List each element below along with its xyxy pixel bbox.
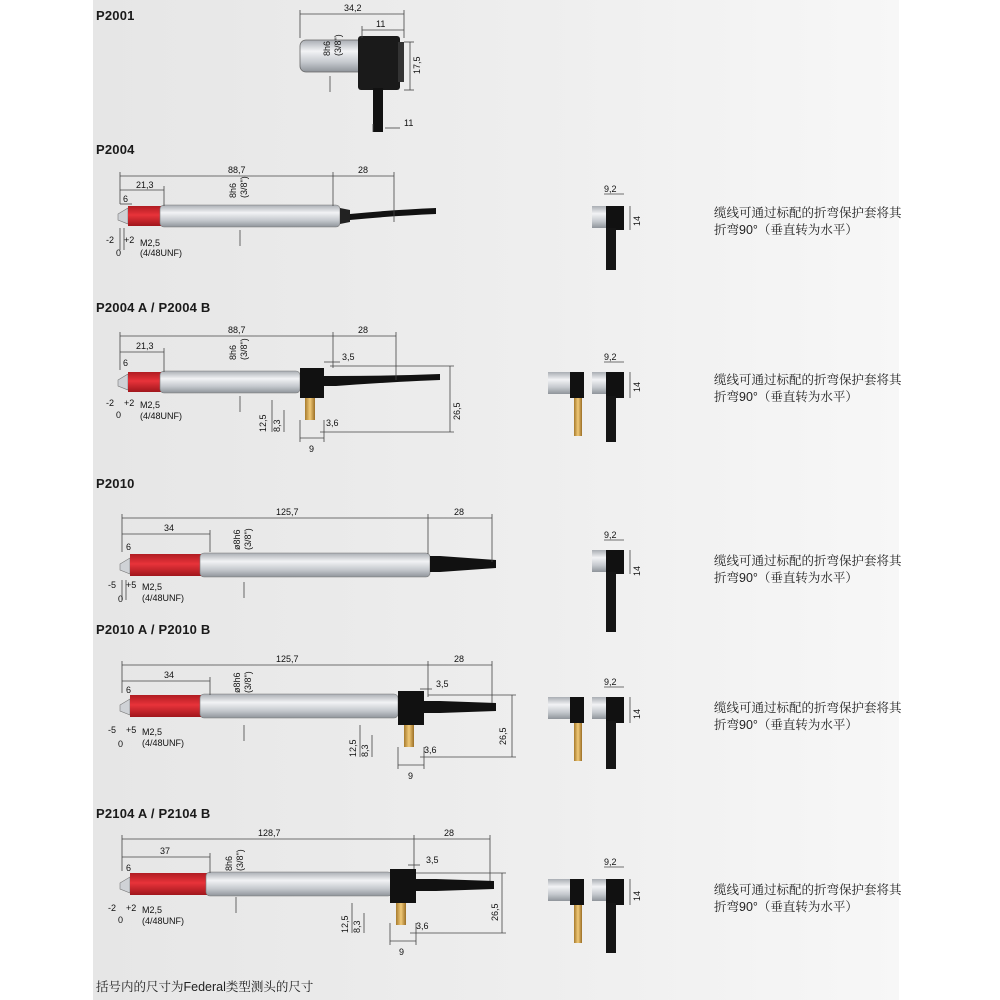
dim-width: 9	[309, 444, 315, 454]
drawing-p2010ab	[0, 645, 1000, 795]
dim-travel-neg: -2	[106, 398, 115, 408]
dim-diameter: 8h6	[228, 182, 238, 198]
bend-note-p2104ab: 缆线可通过标配的折弯保护套将其 折弯90°（垂直转为水平）	[714, 883, 902, 914]
drawing-p2004	[0, 150, 1000, 280]
section-title-p2104ab: P2104 A / P2104 B	[96, 806, 211, 821]
dim-diameter-alt: (3/8")	[243, 671, 253, 693]
dim-thread: M2,5	[142, 582, 163, 592]
dim-thread-alt: (4/48UNF)	[142, 916, 185, 926]
dim-h2: 8,3	[352, 920, 362, 933]
dim-fit: 3,6	[326, 418, 339, 428]
dim-head: 11	[376, 19, 386, 29]
dim-tip: 6	[126, 863, 132, 873]
dim-h1: 12,5	[348, 739, 358, 757]
side-dim-height: 14	[632, 565, 642, 576]
dim-shaft: 37	[160, 846, 171, 856]
drawing-p2010	[0, 500, 1000, 630]
section-title-p2004ab: P2004 A / P2004 B	[96, 300, 211, 315]
dim-h2: 8,3	[360, 744, 370, 757]
drawing-p2004ab	[0, 320, 1000, 470]
dim-height: 17,5	[412, 56, 422, 74]
dim-thread: M2,5	[142, 727, 163, 737]
dim-shaft: 34	[164, 670, 175, 680]
dim-travel-neg: -2	[106, 235, 115, 245]
side-dim-height: 14	[632, 381, 642, 392]
drawing-p2001	[0, 0, 1000, 140]
side-view-p2104ab	[548, 857, 642, 953]
sensor-p2004	[118, 205, 436, 227]
dim-travel-pos: +5	[126, 580, 137, 590]
side-dim-width: 9,2	[604, 352, 617, 362]
side-view-p2010ab	[548, 677, 642, 769]
dim-air: 3,5	[436, 679, 449, 689]
dim-diameter-alt: (3/8")	[239, 338, 249, 360]
section-title-p2004: P2004	[96, 142, 135, 157]
dim-thread-alt: (4/48UNF)	[142, 738, 185, 748]
footer-note: 括号内的尺寸为Federal类型测头的尺寸	[96, 980, 314, 994]
dim-fit: 3,6	[416, 921, 429, 931]
dim-zero: 0	[118, 594, 124, 604]
dim-thread-alt: (4/48UNF)	[140, 248, 183, 258]
dim-travel-pos: +2	[126, 903, 137, 913]
dim-thread-alt: (4/48UNF)	[140, 411, 183, 421]
dim-zero: 0	[116, 248, 122, 258]
dim-diameter-alt: (3/8")	[333, 34, 343, 56]
dim-shaft: 21,3	[136, 180, 154, 190]
dim-cable: 28	[444, 828, 455, 838]
dim-shaft: 34	[164, 523, 175, 533]
dim-h1: 12,5	[340, 915, 350, 933]
side-dim-width: 9,2	[604, 857, 617, 867]
side-dim-height: 14	[632, 215, 642, 226]
dim-height: 26,5	[490, 903, 500, 921]
dim-zero: 0	[116, 410, 122, 420]
dim-travel-neg: -2	[108, 903, 117, 913]
dim-diameter: ø8h6	[232, 672, 242, 693]
dim-width: 9	[408, 771, 414, 781]
dim-overall: 88,7	[228, 165, 246, 175]
dim-tip: 6	[123, 194, 129, 204]
dim-overall: 34,2	[344, 3, 362, 13]
dim-overall: 125,7	[276, 507, 299, 517]
dim-zero: 0	[118, 739, 124, 749]
dim-height: 26,5	[452, 402, 462, 420]
side-dim-width: 9,2	[604, 530, 617, 540]
dim-tip: 6	[126, 685, 132, 695]
dim-diameter: 8h6	[228, 344, 238, 360]
dim-overall: 125,7	[276, 654, 299, 664]
dim-thread-alt: (4/48UNF)	[142, 593, 185, 603]
dim-travel-pos: +5	[126, 725, 137, 735]
dim-diameter-alt: (3/8")	[235, 849, 245, 871]
dim-overall: 88,7	[228, 325, 246, 335]
bend-note-p2004ab: 缆线可通过标配的折弯保护套将其 折弯90°（垂直转为水平）	[714, 373, 902, 404]
dim-zero: 0	[118, 915, 124, 925]
drawing-p2104ab	[0, 825, 1000, 975]
dim-travel-neg: -5	[108, 725, 117, 735]
dim-cable: 28	[454, 654, 465, 664]
side-view-p2004ab	[548, 352, 642, 442]
dim-height: 26,5	[498, 727, 508, 745]
dim-travel-pos: +2	[124, 398, 135, 408]
dim-air: 3,5	[342, 352, 355, 362]
side-dim-width: 9,2	[604, 677, 617, 687]
side-dim-height: 14	[632, 890, 642, 901]
dim-diameter-alt: (3/8")	[239, 176, 249, 198]
side-dim-width: 9,2	[604, 184, 617, 194]
dim-overall: 128,7	[258, 828, 281, 838]
dim-thread: M2,5	[140, 238, 161, 248]
side-view-p2010	[592, 530, 642, 632]
section-title-p2010: P2010	[96, 476, 135, 491]
dim-h1: 12,5	[258, 414, 268, 432]
dim-cable: 28	[358, 325, 369, 335]
bend-note-p2010ab: 缆线可通过标配的折弯保护套将其 折弯90°（垂直转为水平）	[714, 701, 902, 732]
sensor-p2010	[120, 553, 496, 577]
dim-fit: 3,6	[424, 745, 437, 755]
dim-diameter-alt: (3/8")	[243, 528, 253, 550]
dim-thread: M2,5	[142, 905, 163, 915]
dim-air: 3,5	[426, 855, 439, 865]
section-title-p2001: P2001	[96, 8, 135, 23]
bend-note-p2010: 缆线可通过标配的折弯保护套将其 折弯90°（垂直转为水平）	[714, 554, 902, 585]
dim-bottom: 11	[404, 118, 414, 128]
side-dim-height: 14	[632, 708, 642, 719]
dim-width: 9	[399, 947, 405, 957]
dim-diameter: ø8h6	[232, 529, 242, 550]
dim-travel-neg: -5	[108, 580, 117, 590]
dim-shaft: 21,3	[136, 341, 154, 351]
dim-diameter: 8h6	[224, 855, 234, 871]
bend-note-p2004: 缆线可通过标配的折弯保护套将其 折弯90°（垂直转为水平）	[714, 206, 902, 237]
dim-cable: 28	[454, 507, 465, 517]
dim-thread: M2,5	[140, 400, 161, 410]
section-title-p2010ab: P2010 A / P2010 B	[96, 622, 211, 637]
dim-tip: 6	[126, 542, 132, 552]
dim-tip: 6	[123, 358, 129, 368]
sensor-p2001	[300, 36, 404, 132]
side-view-p2004	[592, 184, 642, 270]
dim-diameter: 8h6	[322, 40, 332, 56]
dim-travel-pos: +2	[124, 235, 135, 245]
dim-cable: 28	[358, 165, 369, 175]
dim-h2: 8,3	[272, 419, 282, 432]
